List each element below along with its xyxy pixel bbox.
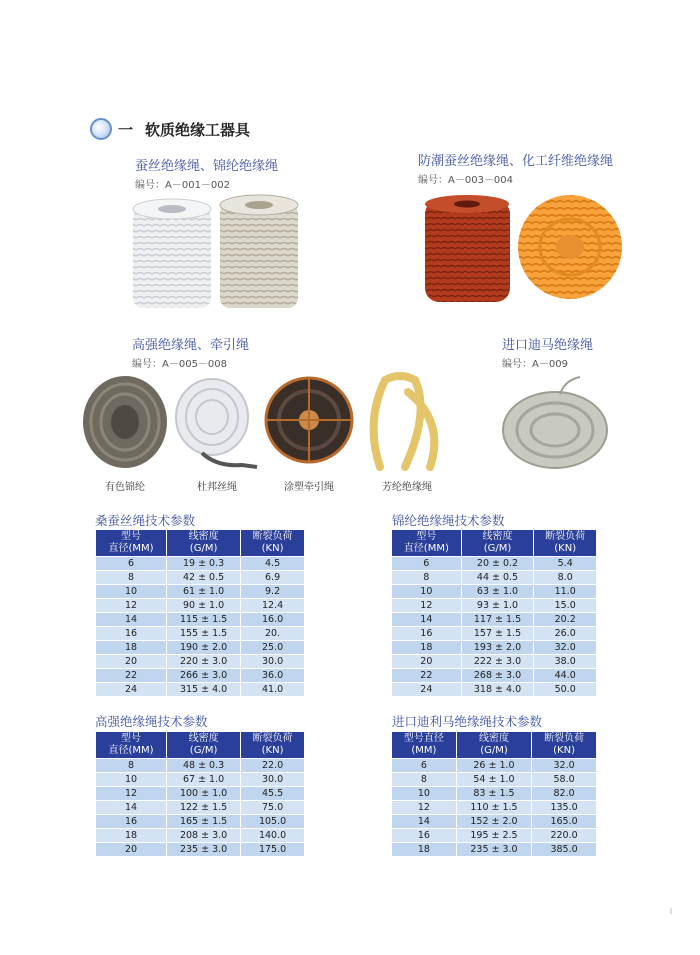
table-cell: 20 xyxy=(392,655,462,669)
table-row xyxy=(96,683,305,697)
table-cell: 4.5 xyxy=(241,557,305,571)
table-title-dyneema: 进口迪利马绝缘绳技术参数 xyxy=(392,714,543,729)
table-cell: 12 xyxy=(392,801,457,815)
silk-spec-table xyxy=(95,529,305,697)
table-cell: 16 xyxy=(392,829,457,843)
product-title-moisture-proof: 防潮蚕丝绝缘绳、化工纤维绝缘绳 xyxy=(418,154,614,169)
table-row xyxy=(96,613,305,627)
table-cell: 50.0 xyxy=(534,683,597,697)
dupont-silk-rope-image xyxy=(172,375,262,475)
table-cell: 16 xyxy=(96,815,167,829)
table-row xyxy=(392,773,597,787)
product-title-silk-nylon: 蚕丝绝缘绳、锦纶绝缘绳 xyxy=(135,159,279,174)
table-row xyxy=(96,585,305,599)
table-row xyxy=(96,773,305,787)
table-cell: 14 xyxy=(96,801,167,815)
table-cell: 19 ± 0.3 xyxy=(167,557,241,571)
table-cell: 24 xyxy=(96,683,167,697)
table-row xyxy=(96,759,305,773)
table-cell: 10 xyxy=(96,773,167,787)
caption-dupont-silk: 杜邦丝绳 xyxy=(197,482,237,493)
table-cell: 8 xyxy=(96,759,167,773)
table-cell: 385.0 xyxy=(532,843,597,857)
table-cell: 44.0 xyxy=(534,669,597,683)
page-edge-mark xyxy=(670,908,672,914)
aramid-insulation-rope-image xyxy=(360,372,455,472)
column-header: 断裂负荷 (KN) xyxy=(532,732,597,759)
column-header: 线密度 (G/M) xyxy=(167,530,241,557)
nylon-spec-table xyxy=(391,529,597,697)
table-cell: 16 xyxy=(392,627,462,641)
table-cell: 9.2 xyxy=(241,585,305,599)
table-row xyxy=(392,655,597,669)
table-cell: 157 ± 1.5 xyxy=(461,627,534,641)
table-cell: 26 ± 1.0 xyxy=(456,759,531,773)
dyneema-spec-table xyxy=(391,731,597,857)
column-header: 线密度 (G/M) xyxy=(167,732,241,759)
table-cell: 155 ± 1.5 xyxy=(167,627,241,641)
table-cell: 26.0 xyxy=(534,627,597,641)
table-cell: 58.0 xyxy=(532,773,597,787)
table-row xyxy=(392,801,597,815)
table-cell: 220.0 xyxy=(532,829,597,843)
table-cell: 220 ± 3.0 xyxy=(167,655,241,669)
column-header: 断裂负荷 (KN) xyxy=(241,530,305,557)
table-row xyxy=(96,627,305,641)
table-cell: 175.0 xyxy=(241,843,305,857)
product-code-dyneema: 编号：A－009 xyxy=(502,359,568,370)
table-cell: 6 xyxy=(392,759,457,773)
table-cell: 20 xyxy=(96,655,167,669)
table-cell: 54 ± 1.0 xyxy=(456,773,531,787)
table-row xyxy=(392,627,597,641)
table-row xyxy=(96,655,305,669)
table-cell: 140.0 xyxy=(241,829,305,843)
table-row xyxy=(392,557,597,571)
table-row xyxy=(96,599,305,613)
table-cell: 14 xyxy=(96,613,167,627)
table-row xyxy=(392,829,597,843)
high-strength-spec-table xyxy=(95,731,305,857)
table-cell: 115 ± 1.5 xyxy=(167,613,241,627)
table-cell: 41.0 xyxy=(241,683,305,697)
table-row xyxy=(392,641,597,655)
table-cell: 235 ± 3.0 xyxy=(167,843,241,857)
section-number: 一 xyxy=(118,120,134,139)
column-header: 断裂负荷 (KN) xyxy=(534,530,597,557)
table-row xyxy=(392,787,597,801)
table-title-high-strength: 高强绝缘绳技术参数 xyxy=(95,714,208,729)
table-cell: 22.0 xyxy=(241,759,305,773)
section-heading xyxy=(90,118,250,140)
table-cell: 20.2 xyxy=(534,613,597,627)
column-header: 线密度 (G/M) xyxy=(461,530,534,557)
table-cell: 42 ± 0.5 xyxy=(167,571,241,585)
table-cell: 10 xyxy=(392,585,462,599)
table-cell: 16.0 xyxy=(241,613,305,627)
table-cell: 12 xyxy=(96,787,167,801)
table-cell: 11.0 xyxy=(534,585,597,599)
product-code-moisture-proof: 编号：A－003－004 xyxy=(418,175,514,186)
table-cell: 122 ± 1.5 xyxy=(167,801,241,815)
table-cell: 10 xyxy=(96,585,167,599)
table-cell: 12.4 xyxy=(241,599,305,613)
table-row xyxy=(392,585,597,599)
table-cell: 6 xyxy=(96,557,167,571)
table-row xyxy=(392,669,597,683)
table-cell: 18 xyxy=(96,829,167,843)
table-cell: 18 xyxy=(96,641,167,655)
table-cell: 63 ± 1.0 xyxy=(461,585,534,599)
table-cell: 18 xyxy=(392,641,462,655)
table-cell: 61 ± 1.0 xyxy=(167,585,241,599)
column-header: 型号 直径(MM) xyxy=(96,732,167,759)
table-cell: 83 ± 1.5 xyxy=(456,787,531,801)
table-cell: 105.0 xyxy=(241,815,305,829)
product-title-high-strength: 高强绝缘绳、牵引绳 xyxy=(132,338,250,353)
table-row xyxy=(392,843,597,857)
table-cell: 18 xyxy=(392,843,457,857)
table-cell: 25.0 xyxy=(241,641,305,655)
table-cell: 48 ± 0.3 xyxy=(167,759,241,773)
table-cell: 117 ± 1.5 xyxy=(461,613,534,627)
table-cell: 38.0 xyxy=(534,655,597,669)
table-title-nylon: 锦纶绝缘绳技术参数 xyxy=(392,513,505,528)
table-row xyxy=(96,801,305,815)
table-cell: 36.0 xyxy=(241,669,305,683)
table-cell: 165 ± 1.5 xyxy=(167,815,241,829)
table-cell: 8 xyxy=(392,773,457,787)
table-cell: 315 ± 4.0 xyxy=(167,683,241,697)
table-cell: 90 ± 1.0 xyxy=(167,599,241,613)
table-cell: 266 ± 3.0 xyxy=(167,669,241,683)
table-cell: 195 ± 2.5 xyxy=(456,829,531,843)
table-cell: 67 ± 1.0 xyxy=(167,773,241,787)
table-cell: 24 xyxy=(392,683,462,697)
section-title: 软质绝缘工器具 xyxy=(145,120,251,139)
caption-colored-nylon: 有色锦纶 xyxy=(105,482,145,493)
product-code-high-strength: 编号：A－005－008 xyxy=(132,359,228,370)
table-cell: 44 ± 0.5 xyxy=(461,571,534,585)
table-cell: 20. xyxy=(241,627,305,641)
table-cell: 45.5 xyxy=(241,787,305,801)
colored-nylon-rope-image xyxy=(80,372,170,472)
table-cell: 235 ± 3.0 xyxy=(456,843,531,857)
table-row xyxy=(392,815,597,829)
column-header: 型号 直径(MM) xyxy=(96,530,167,557)
table-cell: 152 ± 2.0 xyxy=(456,815,531,829)
table-cell: 30.0 xyxy=(241,655,305,669)
table-cell: 8.0 xyxy=(534,571,597,585)
table-cell: 93 ± 1.0 xyxy=(461,599,534,613)
table-cell: 135.0 xyxy=(532,801,597,815)
table-cell: 268 ± 3.0 xyxy=(461,669,534,683)
table-cell: 208 ± 3.0 xyxy=(167,829,241,843)
table-cell: 14 xyxy=(392,613,462,627)
table-cell: 16 xyxy=(96,627,167,641)
product-title-dyneema: 进口迪马绝缘绳 xyxy=(502,338,594,353)
column-header: 断裂负荷 (KN) xyxy=(241,732,305,759)
table-row xyxy=(96,571,305,585)
table-row xyxy=(96,557,305,571)
table-cell: 193 ± 2.0 xyxy=(461,641,534,655)
table-header-row xyxy=(96,530,305,557)
table-row xyxy=(96,829,305,843)
moisture-proof-rope-coils-image xyxy=(420,192,625,307)
table-cell: 32.0 xyxy=(532,759,597,773)
table-cell: 318 ± 4.0 xyxy=(461,683,534,697)
table-cell: 222 ± 3.0 xyxy=(461,655,534,669)
column-header: 型号 直径(MM) xyxy=(392,530,462,557)
column-header: 线密度 (G/M) xyxy=(456,732,531,759)
table-cell: 22 xyxy=(392,669,462,683)
table-cell: 165.0 xyxy=(532,815,597,829)
table-cell: 82.0 xyxy=(532,787,597,801)
table-cell: 30.0 xyxy=(241,773,305,787)
table-cell: 5.4 xyxy=(534,557,597,571)
table-cell: 15.0 xyxy=(534,599,597,613)
table-cell: 20 ± 0.2 xyxy=(461,557,534,571)
plastic-coated-traction-rope-image xyxy=(262,375,357,473)
table-cell: 22 xyxy=(96,669,167,683)
dyneema-rope-image xyxy=(500,372,612,472)
table-row xyxy=(96,815,305,829)
table-cell: 6 xyxy=(392,557,462,571)
table-cell: 12 xyxy=(96,599,167,613)
table-header-row xyxy=(392,732,597,759)
table-cell: 100 ± 1.0 xyxy=(167,787,241,801)
table-row xyxy=(392,683,597,697)
table-row xyxy=(392,613,597,627)
table-cell: 8 xyxy=(96,571,167,585)
table-cell: 20 xyxy=(96,843,167,857)
table-row xyxy=(392,571,597,585)
bullet-circle-icon xyxy=(90,118,112,140)
caption-plastic-coated: 涂塑牵引绳 xyxy=(284,482,334,493)
table-cell: 32.0 xyxy=(534,641,597,655)
column-header: 型号直径 (MM) xyxy=(392,732,457,759)
table-header-row xyxy=(96,732,305,759)
table-cell: 110 ± 1.5 xyxy=(456,801,531,815)
table-header-row xyxy=(392,530,597,557)
table-cell: 10 xyxy=(392,787,457,801)
table-cell: 8 xyxy=(392,571,462,585)
product-code-silk-nylon: 编号：A－001－002 xyxy=(135,180,231,191)
table-cell: 14 xyxy=(392,815,457,829)
table-row xyxy=(96,843,305,857)
silk-rope-coils-image xyxy=(128,193,308,318)
table-row xyxy=(96,669,305,683)
table-row xyxy=(96,641,305,655)
table-row xyxy=(392,759,597,773)
table-cell: 12 xyxy=(392,599,462,613)
table-cell: 75.0 xyxy=(241,801,305,815)
table-cell: 190 ± 2.0 xyxy=(167,641,241,655)
table-row xyxy=(96,787,305,801)
table-title-silk: 桑蚕丝绳技术参数 xyxy=(95,513,196,528)
table-row xyxy=(392,599,597,613)
table-cell: 6.9 xyxy=(241,571,305,585)
caption-aramid: 芳纶绝缘绳 xyxy=(382,482,432,493)
